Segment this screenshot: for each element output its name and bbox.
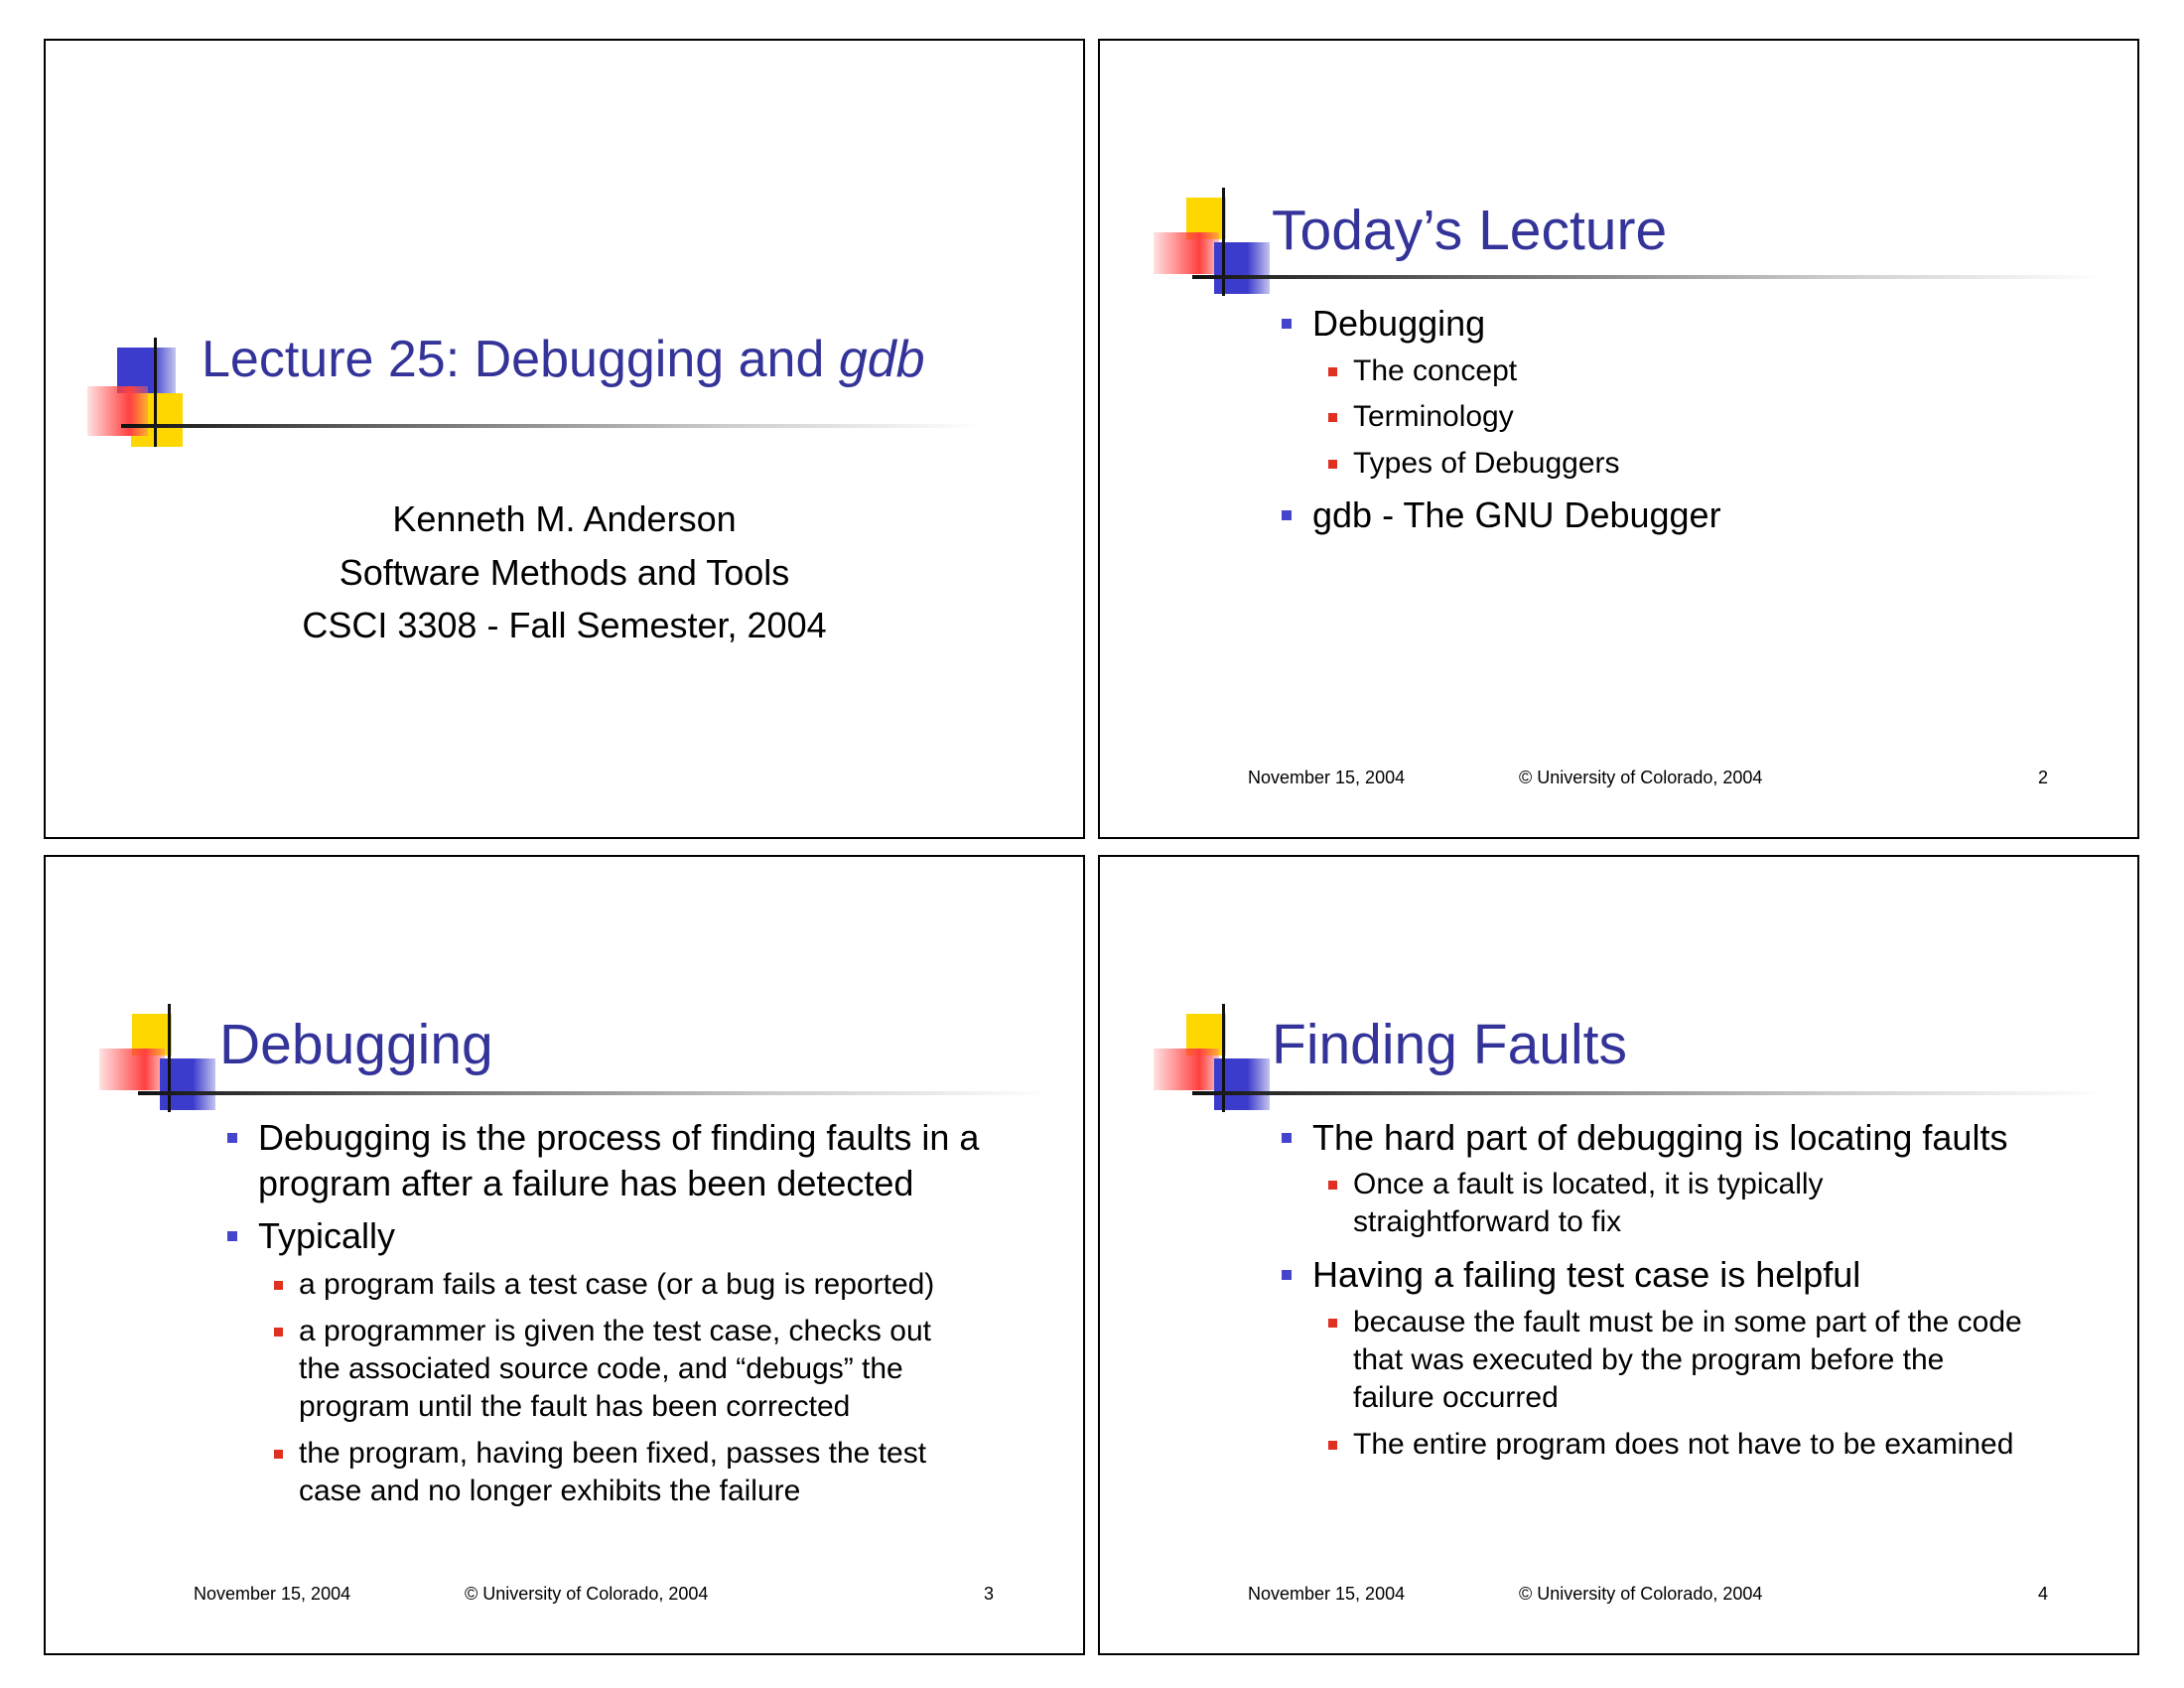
- bullet-text: Typically: [258, 1215, 396, 1256]
- sub-bullet-icon: [1328, 1319, 1337, 1328]
- page-number: 2: [2038, 768, 2049, 787]
- sub-bullet-icon: [1328, 1181, 1337, 1190]
- page-number: 4: [2038, 1584, 2049, 1604]
- sub-bullet-icon: [1328, 460, 1337, 469]
- footer-copyright: © University of Colorado, 2004: [1519, 768, 1763, 787]
- bullet-icon: [227, 1231, 237, 1241]
- bullet-icon: [1282, 1133, 1292, 1143]
- bullet-text: Debugging: [1312, 303, 1486, 344]
- slide-title: Debugging: [219, 1013, 493, 1076]
- bullet-icon: [1282, 319, 1292, 329]
- sub-bullet-text: Terminology: [1353, 400, 1514, 433]
- sub-bullet-text-cont: that was executed by the program before the: [1353, 1343, 1945, 1376]
- title-italic: gdb: [838, 331, 925, 388]
- footer-date: November 15, 2004: [1248, 1584, 1406, 1604]
- bullet-icon: [227, 1133, 237, 1143]
- sub-bullet-icon: [1328, 1441, 1337, 1450]
- slide-3: [44, 855, 1085, 1655]
- sub-bullet-text: because the fault must be in some part of the code: [1353, 1306, 2022, 1338]
- sub-bullet-text-cont: straightforward to fix: [1353, 1205, 1622, 1238]
- sub-bullet-text-cont: program until the fault has been corrected: [299, 1390, 851, 1423]
- footer-copyright: © University of Colorado, 2004: [465, 1584, 709, 1604]
- bullet-text: Having a failing test case is helpful: [1312, 1254, 1861, 1295]
- footer-date: November 15, 2004: [1248, 768, 1406, 787]
- page-number: 3: [984, 1584, 995, 1604]
- bullet-text: The hard part of debugging is locating faults: [1312, 1117, 2008, 1158]
- slide-2: [1098, 39, 2139, 839]
- sub-bullet-text: a programmer is given the test case, checks out: [299, 1315, 931, 1347]
- sub-bullet-text: a program fails a test case (or a bug is reported): [299, 1268, 935, 1301]
- bullet-text: Debugging is the process of finding faults in a: [258, 1117, 980, 1158]
- sub-bullet-icon: [274, 1281, 283, 1290]
- course-term: CSCI 3308 - Fall Semester, 2004: [302, 605, 827, 645]
- footer-date: November 15, 2004: [194, 1584, 351, 1604]
- sub-bullet-text-cont: case and no longer exhibits the failure: [299, 1475, 801, 1507]
- sub-bullet-text: The entire program does not have to be examined: [1353, 1428, 2014, 1461]
- course-name: Software Methods and Tools: [339, 552, 790, 593]
- author: Kenneth M. Anderson: [392, 498, 737, 539]
- slide-title: Finding Faults: [1272, 1013, 1628, 1076]
- slide-1: [44, 39, 1085, 839]
- bullet-text-cont: program after a failure has been detected: [258, 1163, 914, 1203]
- slide-4: [1098, 855, 2139, 1655]
- title-text: Lecture 25: Debugging and: [202, 331, 839, 388]
- sub-bullet-icon: [274, 1328, 283, 1336]
- footer-copyright: © University of Colorado, 2004: [1519, 1584, 1763, 1604]
- sub-bullet-text: the program, having been fixed, passes the test: [299, 1437, 927, 1470]
- bullet-icon: [1282, 1270, 1292, 1280]
- sub-bullet-text: Once a fault is located, it is typically: [1353, 1168, 1824, 1200]
- slide-title: Today’s Lecture: [1272, 199, 1668, 262]
- bullet-text: gdb - The GNU Debugger: [1312, 494, 1721, 535]
- sub-bullet-icon: [274, 1450, 283, 1459]
- sub-bullet-icon: [1328, 367, 1337, 376]
- bullet-icon: [1282, 510, 1292, 520]
- sub-bullet-icon: [1328, 413, 1337, 422]
- sub-bullet-text: Types of Debuggers: [1353, 447, 1620, 480]
- sub-bullet-text: The concept: [1353, 354, 1518, 387]
- sub-bullet-text-cont: failure occurred: [1353, 1381, 1559, 1414]
- sub-bullet-text-cont: the associated source code, and “debugs” the: [299, 1352, 903, 1385]
- slide-title: [202, 327, 925, 392]
